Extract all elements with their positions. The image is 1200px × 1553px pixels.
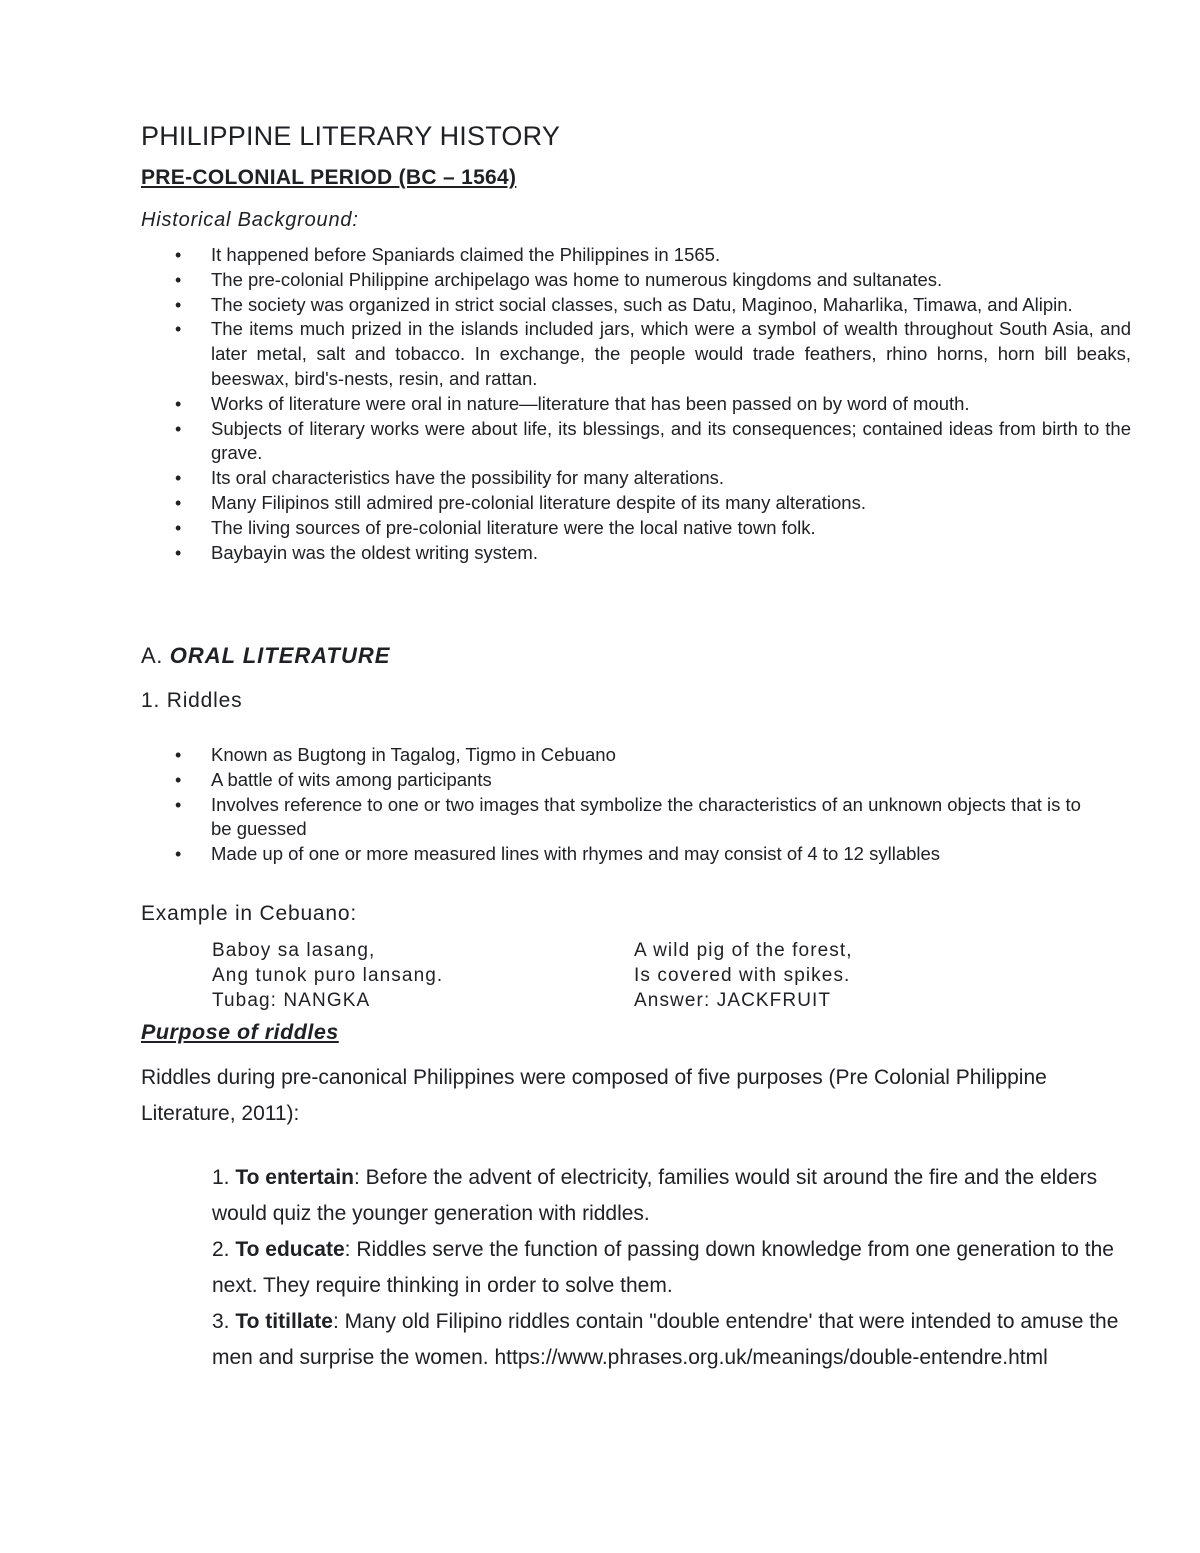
list-item: • Many Filipinos still admired pre-colonial literature despite of its many alterations. (141, 491, 1131, 516)
list-item: • The items much prized in the islands included jars, which were a symbol of wealth throughout South Asia, and later metal, salt and tobacco. In exchange, the people would trade feathers, rhino horns, horn bill beaks, beeswax, bird's-nests, resin, and rattan. (175, 318, 1131, 389)
historical-points-list (141, 243, 1131, 565)
list-item: • The living sources of pre-colonial literature were the local native town folk. (141, 516, 1131, 541)
riddle-answer: Tubag: NANGKA (212, 990, 371, 1011)
purpose-item: 1. To entertain: Before the advent of electricity, families would sit around the fire and the elders would quiz the younger generation with riddles. (212, 1166, 1098, 1225)
bullet-icon: • (175, 418, 182, 439)
riddle-line: Ang tunok puro lansang. (212, 965, 444, 986)
bullet-icon: • (175, 269, 182, 290)
bullet-icon: • (175, 294, 182, 315)
purpose-intro: Riddles during pre-canonical Philippines were composed of five purposes (Pre Colonial Philippine Literature, 2011): (141, 1066, 1047, 1125)
riddles-heading: 1. Riddles (141, 689, 243, 712)
list-item: • A battle of wits among participants (141, 768, 1081, 793)
purpose-term: To titillate (235, 1310, 333, 1333)
purpose-term: To educate (235, 1238, 345, 1261)
section-a-heading: A. ORAL LITERATURE (141, 643, 391, 668)
period-heading: PRE-COLONIAL PERIOD (BC – 1564) (141, 166, 517, 189)
list-item: • Known as Bugtong in Tagalog, Tigmo in Cebuano (141, 743, 1081, 768)
list-item: • It happened before Spaniards claimed the Philippines in 1565. (141, 243, 1131, 268)
bullet-icon: • (175, 468, 182, 489)
bullet-icon: • (175, 393, 182, 414)
historical-background-label: Historical Background: (141, 209, 359, 231)
list-item: • Its oral characteristics have the possibility for many alterations. (141, 466, 1131, 491)
list-item: • The society was organized in strict social classes, such as Datu, Maginoo, Maharlika, Timawa, and Alipin. (141, 293, 1131, 318)
example-cebuano (212, 938, 443, 1013)
bullet-icon: • (175, 769, 182, 790)
bullet-icon: • (175, 844, 182, 865)
riddle-points-list (141, 743, 1081, 867)
bullet-icon: • (175, 492, 182, 513)
document-title: PHILIPPINE LITERARY HISTORY (141, 121, 561, 151)
example-english (634, 938, 853, 1013)
bullet-icon: • (175, 245, 182, 265)
purpose-term: To entertain (235, 1166, 354, 1189)
purpose-item: 2. To educate: Riddles serve the function of passing down knowledge from one generation to the next. They require thinking in order to solve them. (212, 1238, 1114, 1297)
list-item: • Subjects of literary works were about life, its blessings, and its consequences; contained ideas from birth to the grave. (175, 417, 1131, 464)
bullet-icon: • (175, 794, 182, 815)
riddle-line: Baboy sa lasang, (212, 940, 376, 961)
list-item: • Made up of one or more measured lines with rhymes and may consist of 4 to 12 syllables (141, 842, 1081, 867)
purpose-heading: Purpose of riddles (141, 1020, 339, 1044)
riddle-line: A wild pig of the forest, (634, 940, 853, 961)
example-label: Example in Cebuano: (141, 902, 357, 925)
list-item: • Baybayin was the oldest writing system. (141, 541, 1131, 566)
riddle-answer: Answer: JACKFRUIT (634, 990, 832, 1011)
bullet-icon: • (175, 542, 182, 563)
list-item: • Works of literature were oral in nature—literature that has been passed on by word of mouth. (141, 392, 1131, 417)
list-item: • The pre-colonial Philippine archipelago was home to numerous kingdoms and sultanates. (141, 268, 1131, 293)
purpose-item: 3. To titillate: Many old Filipino riddles contain "double entendre' that were intended to amuse the men and surprise the women. https://www.phrases.org.uk/meanings/double-entendre.html (212, 1310, 1119, 1369)
section-a-title: ORAL LITERATURE (169, 643, 391, 668)
bullet-icon: • (175, 745, 182, 765)
list-item: • Involves reference to one or two images that symbolize the characteristics of an unknown objects that is to be guessed (175, 793, 1081, 840)
riddle-line: Is covered with spikes. (634, 965, 851, 986)
bullet-icon: • (175, 319, 182, 340)
purposes-list (212, 1160, 1132, 1376)
bullet-icon: • (175, 517, 182, 538)
